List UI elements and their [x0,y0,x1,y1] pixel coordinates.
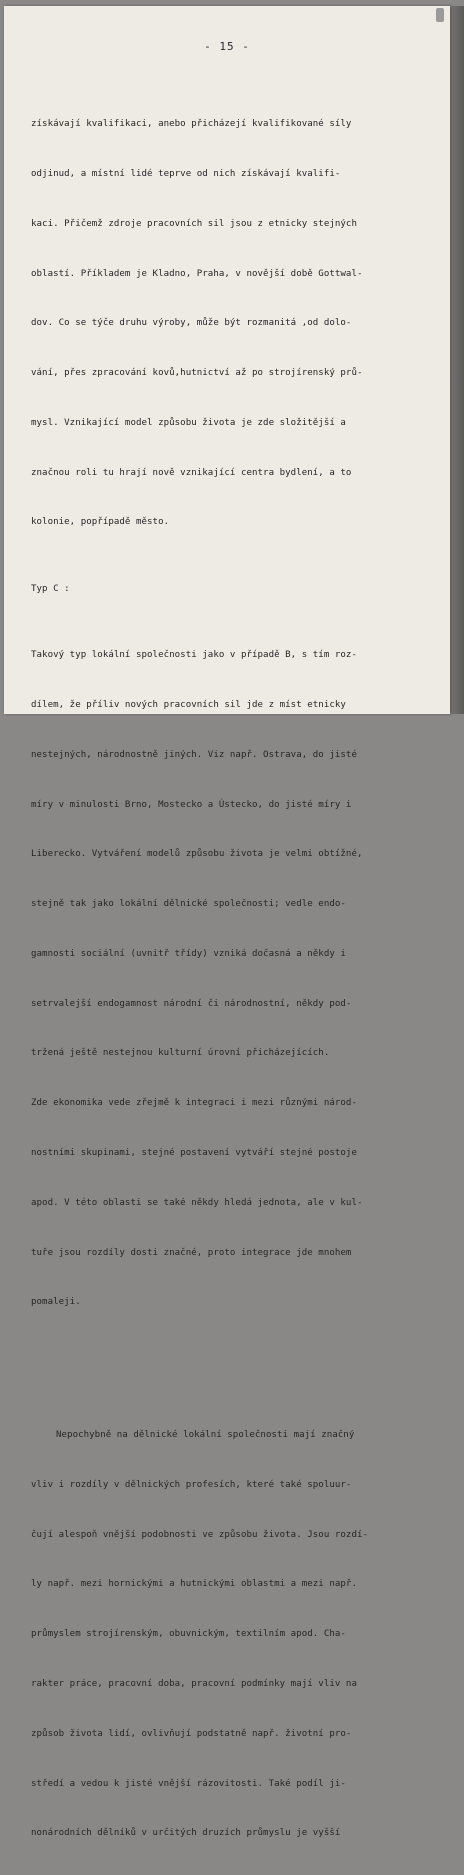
text-line: vání, přes zpracování kovů,hutnictví až po strojírenský prů- [31,368,363,379]
text-line: vliv i rozdíly v dělnických profesích, které také spoluur- [31,1479,352,1490]
text-line: kolonie, popřípadě město. [31,517,170,528]
page-number: - 15 - [204,40,250,53]
text-line: získávají kvalifikaci, anebo přicházejí kvalifikované síly [31,119,352,130]
text-line: setrvalejší endogamnost národní či národnostní, někdy pod- [31,998,352,1009]
text-line: Nepochybně na dělnické lokální společnosti mají značný [56,1430,355,1441]
text-line: rakter práce, pracovní doba, pracovní podmínky mají vliv na [31,1679,357,1689]
text-line: kaci. Přičemž zdroje pracovních sil jsou z etnicky stejných [31,218,357,229]
text-line: průmyslem strojírenským, obuvnickým, textilním apod. Cha- [31,1629,346,1640]
text-line: Takový typ lokální společnosti jako v případě B, s tím roz- [31,650,357,661]
text-line: tuře jsou rozdíly dosti značné, proto integrace jde mnohem [31,1247,352,1258]
text-line: dílem, že příliv nových pracovních sil jde z míst etnicky [31,699,346,710]
text-line: nonárodních dělníků v určitých druzích průmyslu je vyšší [31,1828,341,1839]
text-line: dov. Co se týče druhu výroby, může být rozmanitá ,od dolo- [31,318,352,329]
text-line: pomaleji. [31,1297,81,1308]
text-line: Zde ekonomika vede zřejmě k integraci i mezi různými národ- [31,1098,357,1109]
text-line: odjinud, a místní lidé teprve od nich získávají kvalifi- [31,168,341,179]
text-line: stejně tak jako lokální dělnické společnosti; vedle endo- [31,899,346,910]
text-line: čují alespoň vnější podobnosti ve způsobu života. Jsou rozdí- [31,1529,369,1540]
text-line: způsob života lidí, ovlivňují podstatně např. životní pro- [31,1728,352,1739]
text-line: ly např. mezi hornickými a hutnickými oblastmi a mezi např. [31,1579,357,1590]
text-line: nestejných, národnostně jiných. Viz např. Ostrava, do jisté [31,749,357,760]
text-line: nostními skupinami, stejné postavení vytváří stejné postoje [31,1148,357,1158]
text-line: tržená ještě nestejnou kulturní úrovní přicházejících. [31,1048,330,1059]
text-line: oblastí. Příkladem je Kladno, Praha, v novější době Gottwal- [31,268,363,279]
text-line: míry v minulosti Brno, Mostecko a Ústecko, do jisté míry i [31,799,352,810]
text-line: apod. V této oblasti se také někdy hledá jednota, ale v kul- [31,1197,363,1208]
text-line: gamnosti sociální (uvnitř třídy) vzniká dočasná a někdy i [31,948,346,959]
paragraph-gap [31,1361,441,1378]
section-heading-type-c: Typ C : [31,583,70,594]
document-page [4,6,450,1839]
document-body [31,83,441,1875]
text-line: značnou roli tu hrají nově vznikající centra bydlení, a to [31,467,352,478]
text-line: mysl. Vznikající model způsobu života je zde složitější a [31,417,346,428]
text-line: Liberecko. Vytváření modelů způsobu života je velmi obtížné, [31,849,363,860]
staple-mark [436,8,444,22]
text-line: středí a vedou k jisté vnější rázovitosti. Také podíl ji- [31,1778,346,1789]
